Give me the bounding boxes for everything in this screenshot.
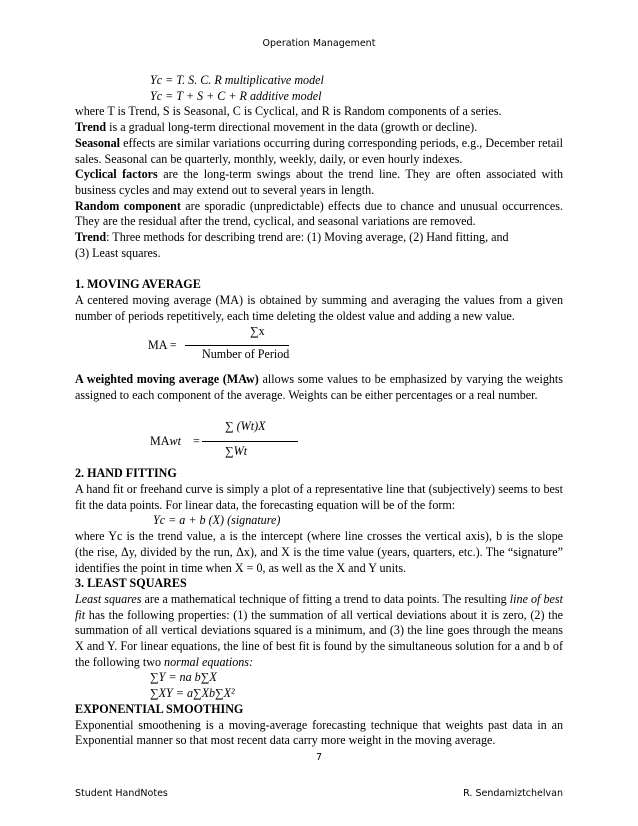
ls-heading: 3. LEAST SQUARES bbox=[75, 576, 187, 591]
components-where: where T is Trend, S is Seasonal, C is Cyclical, and R is Random components of a series. bbox=[75, 104, 502, 119]
cyclical-def: are the long-term swings about the trend line. They are often associated with business cycles and may extend out to several years in length. bbox=[75, 167, 563, 197]
ma-formula bbox=[75, 324, 563, 372]
hf-where: where Yc is the trend value, a is the intercept (where line crosses the vertical axis), b is the slope (the rise, Δy, divided by the run, Δx), and X is the time value (years, quarters, etc.). The “signature” identifies the point in time when X = 0, as well as the X and Y units. bbox=[75, 529, 563, 575]
multiplicative-model: Yc = T. S. C. R multiplicative model bbox=[150, 73, 324, 87]
ma-heading: 1. MOVING AVERAGE bbox=[75, 277, 201, 292]
hf-equation: Yc = a + b (X) (signature) bbox=[153, 513, 281, 528]
maw-label: MAwt = bbox=[150, 434, 200, 449]
random-paragraph bbox=[75, 199, 563, 230]
wma-term: A weighted moving average (MAw) bbox=[75, 372, 259, 387]
additive-model: Yc = T + S + C + R additive model bbox=[150, 88, 322, 103]
page-number: 7 bbox=[315, 752, 323, 763]
hf-heading: 2. HAND FITTING bbox=[75, 466, 177, 481]
ma-definition: A centered moving average (MA) is obtained by summing and averaging the values from a given number of periods repetitively, each time deleting the oldest value and adding a new value. bbox=[75, 292, 563, 323]
random-term: Random component bbox=[75, 198, 181, 213]
trend-methods-term: Trend bbox=[75, 230, 107, 245]
ls-equation-1: ∑Y = na b∑X bbox=[150, 670, 217, 685]
ls-equation-2: ∑XY = a∑Xb∑X² bbox=[150, 686, 235, 701]
cyclical-term: Cyclical factors bbox=[75, 167, 158, 182]
random-def: are sporadic (unpredictable) effects due to chance and unusual occurrences. They are the residual after the trend, cyclical, and seasonal variations are removed. bbox=[75, 198, 563, 229]
seasonal-term: Seasonal bbox=[75, 135, 121, 150]
page-content bbox=[75, 73, 563, 749]
es-heading: EXPONENTIAL SMOOTHING bbox=[75, 701, 244, 716]
maw-denominator: ∑Wt bbox=[225, 444, 248, 459]
trend-paragraph bbox=[75, 120, 563, 136]
footer-right: R. Sendamiztchelvan bbox=[463, 788, 563, 799]
fraction-bar bbox=[202, 441, 298, 442]
ls-def-b: has the following properties: (1) the summation of all vertical deviations about it is zero, (2) the summation of all vertical deviations squared is a minimum, and (3) the line goes through the means X and Y. For linear equations, the line of best fit is found by the simultaneous solution for a and b of the following two bbox=[75, 607, 563, 669]
seasonal-paragraph bbox=[75, 136, 563, 167]
es-definition: Exponential smoothening is a moving-average forecasting technique that weights past data in an Exponential manner so that most recent data carry more weight in the moving average. bbox=[75, 717, 563, 748]
trend-methods-paragraph bbox=[75, 230, 563, 246]
trend-term: Trend bbox=[75, 120, 107, 135]
ma-label: MA = bbox=[148, 338, 177, 353]
hf-definition: A hand fit or freehand curve is simply a plot of a representative line that (subjectively) seems to best fit the data points. For linear data, the forecasting equation will be of the form: bbox=[75, 482, 563, 512]
maw-numerator: ∑ (Wt)X bbox=[225, 419, 266, 434]
ls-term3: normal equations: bbox=[164, 654, 254, 669]
ma-numerator: ∑x bbox=[250, 324, 265, 339]
trend-def: is a gradual long-term directional movement in the data (growth or decline). bbox=[106, 120, 478, 135]
seasonal-def: effects are similar variations occurring during corresponding periods, e.g., December retail sales. Seasonal can be quarterly, monthly, weekly, daily, or even hourly indexes. bbox=[75, 135, 563, 166]
ls-term: Least squares bbox=[75, 591, 142, 606]
trend-methods-def: : Three methods for describing trend are: (1) Moving average, (2) Hand fitting, and bbox=[106, 230, 509, 245]
page-header: Operation Management bbox=[262, 38, 376, 49]
ls-term2: line of best fit bbox=[75, 591, 563, 622]
footer-left: Student HandNotes bbox=[75, 788, 168, 799]
ma-denominator: Number of Period bbox=[202, 347, 290, 362]
trend-methods-cont: (3) Least squares. bbox=[75, 245, 161, 260]
ls-def-a: are a mathematical technique of fitting a trend to data points. The resulting bbox=[141, 591, 510, 606]
cyclical-paragraph bbox=[75, 167, 563, 198]
wma-paragraph bbox=[75, 372, 563, 403]
wma-def: allows some values to be emphasized by varying the weights assigned to each component of the average. Weights can be either percentages or a real number. bbox=[75, 372, 563, 402]
fraction-bar bbox=[185, 345, 289, 346]
maw-formula bbox=[75, 419, 563, 466]
ls-paragraph bbox=[75, 592, 563, 671]
